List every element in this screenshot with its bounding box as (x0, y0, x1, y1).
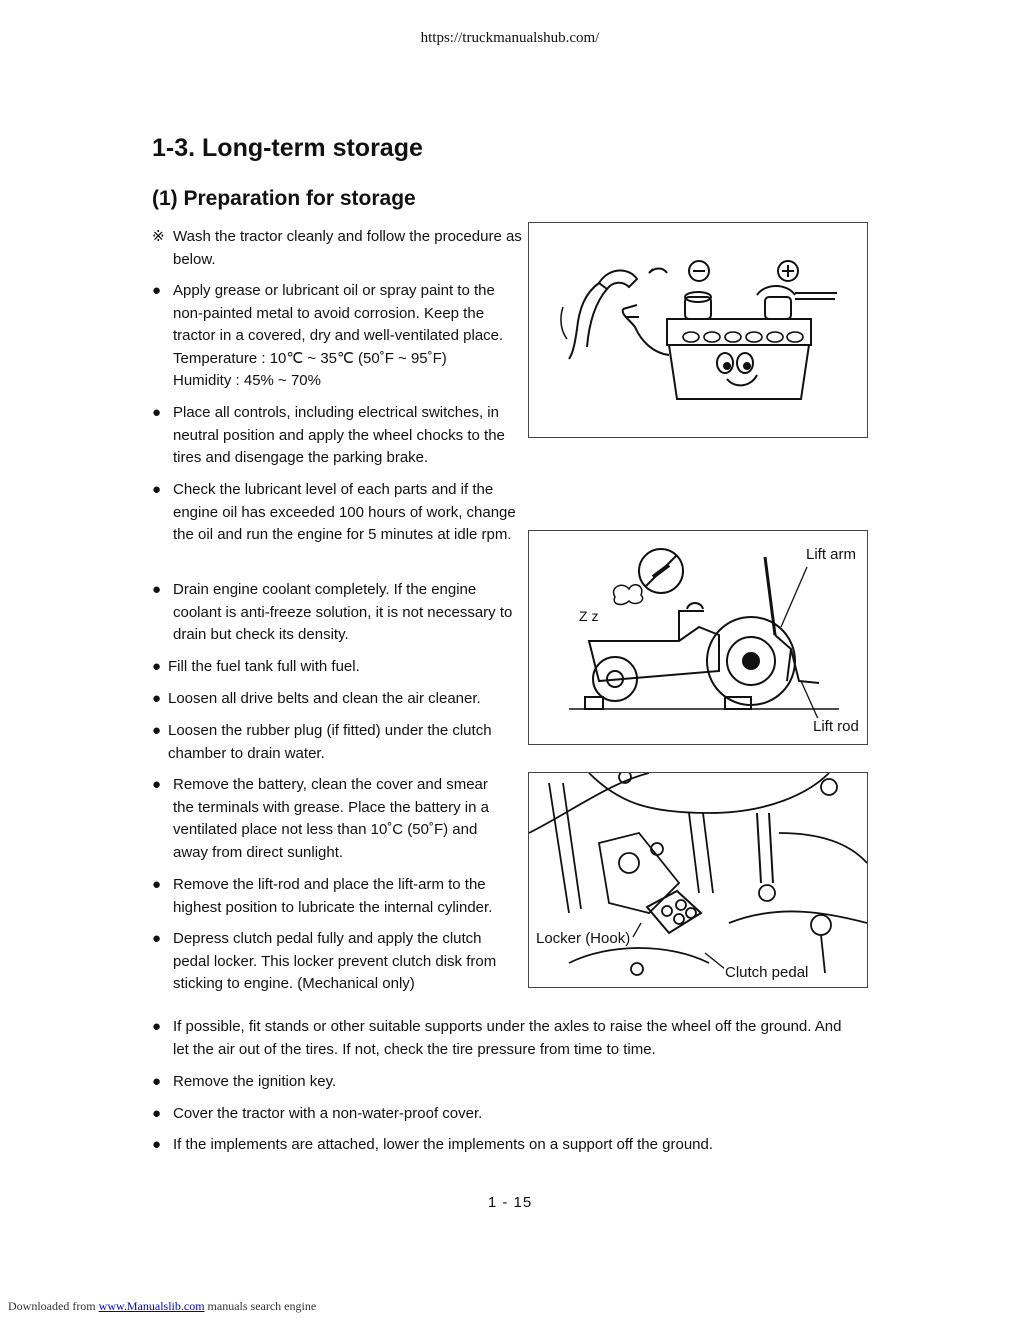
battery-drawing (529, 223, 867, 437)
bullet-icon: ● (152, 404, 162, 421)
list-item (152, 928, 522, 996)
list-item-text: Check the lubricant level of each parts and if the engine oil has exceeded 100 hours of work, change the oil and run the engine for 5 minutes at idle rpm. (173, 481, 516, 543)
bullet-icon: ● (152, 690, 162, 707)
list-item-text: Remove the ignition key. (173, 1073, 337, 1090)
bullet-icon: ● (152, 581, 162, 598)
note-text: Wash the tractor cleanly and follow the procedure as below. (173, 228, 522, 268)
note-glyph: ※ (152, 228, 165, 245)
bullet-icon: ● (152, 481, 162, 498)
bullet-icon: ● (152, 722, 162, 739)
list-item-text: Drain engine coolant completely. If the engine coolant is anti-freeze solution, it is not necessary to drain but check its density. (173, 581, 513, 643)
page-number: 1 - 15 (487, 1194, 533, 1211)
list-item (152, 1134, 852, 1157)
lift-rod-label: Lift rod (813, 718, 859, 735)
tractor-illustration (528, 530, 868, 745)
bullet-icon: ● (152, 282, 162, 299)
list-item-text: Loosen all drive belts and clean the air cleaner. (168, 690, 481, 707)
locker-hook-label: Locker (Hook) (536, 930, 631, 947)
clutch-pedal-label: Clutch pedal (725, 964, 809, 981)
svg-text:Z z: Z z (579, 608, 599, 624)
clutch-illustration (528, 772, 868, 988)
clutch-drawing (529, 773, 867, 987)
note-item (152, 226, 522, 271)
list-item-text: Remove the lift-rod and place the lift-arm to the highest position to lubricate the internal cylinder. (173, 876, 493, 916)
bullet-icon: ● (152, 1018, 162, 1035)
bullet-icon: ● (152, 776, 162, 793)
download-footer (8, 1299, 316, 1314)
list-item (152, 479, 522, 547)
lift-arm-label: Lift arm (806, 546, 857, 563)
list-item-text: Cover the tractor with a non-water-proof cover. (173, 1105, 483, 1122)
list-item-text: Loosen the rubber plug (if fitted) under the clutch chamber to drain water. (168, 722, 492, 762)
list-item (152, 688, 522, 711)
list-item (152, 656, 522, 679)
footer-prefix: Downloaded from (8, 1299, 96, 1313)
list-item-text: Remove the battery, clean the cover and smear the terminals with grease. Place the battery in a ventilated place not less than 10˚C (50˚F) and away from direct sunlight. (173, 776, 489, 861)
list-item-text: Depress clutch pedal fully and apply the clutch pedal locker. This locker prevent clutch disk from sticking to engine. (Mechanical only) (173, 930, 497, 992)
bullet-icon: ● (152, 658, 162, 675)
list-item-text: If possible, fit stands or other suitable supports under the axles to raise the wheel off the ground. And let the air out of the tires. If not, check the tire pressure from time to time. (173, 1018, 842, 1058)
temperature-text: Temperature : 10℃ ~ 35℃ (50˚F ~ 95˚F) (173, 349, 447, 367)
list-item (152, 720, 522, 765)
humidity-text: Humidity : 45% ~ 70% (173, 372, 321, 389)
list-item-text: If the implements are attached, lower the implements on a support off the ground. (173, 1136, 714, 1153)
list-item (152, 1071, 852, 1094)
source-url: https://truckmanualshub.com/ (420, 30, 600, 46)
bullet-icon: ● (152, 930, 162, 947)
list-item (152, 774, 512, 864)
manualslib-link[interactable]: www.Manualslib.com (98, 1299, 205, 1313)
list-item (152, 579, 522, 647)
list-item-text: Place all controls, including electrical switches, in neutral position and apply the wheel chocks to the tires and disengage the parking brake. (173, 404, 505, 466)
section-title: 1-3. Long-term storage (152, 134, 423, 162)
list-item (152, 402, 522, 470)
bullet-icon: ● (152, 1073, 162, 1090)
list-item (152, 280, 522, 393)
list-item-text: Fill the fuel tank full with fuel. (168, 658, 360, 675)
battery-illustration (528, 222, 868, 438)
footer-suffix: manuals search engine (207, 1299, 317, 1313)
bullet-icon: ● (152, 876, 162, 893)
bullet-icon: ● (152, 1136, 162, 1153)
list-item (152, 874, 522, 919)
list-item-text: Apply grease or lubricant oil or spray paint to the non-painted metal to avoid corrosion. Keep the tractor in a covered, dry and well-ventilated place. (173, 282, 504, 344)
bullet-icon: ● (152, 1105, 162, 1122)
list-item (152, 1103, 852, 1126)
list-item (152, 1016, 852, 1061)
subsection-title: (1) Preparation for storage (152, 187, 416, 210)
